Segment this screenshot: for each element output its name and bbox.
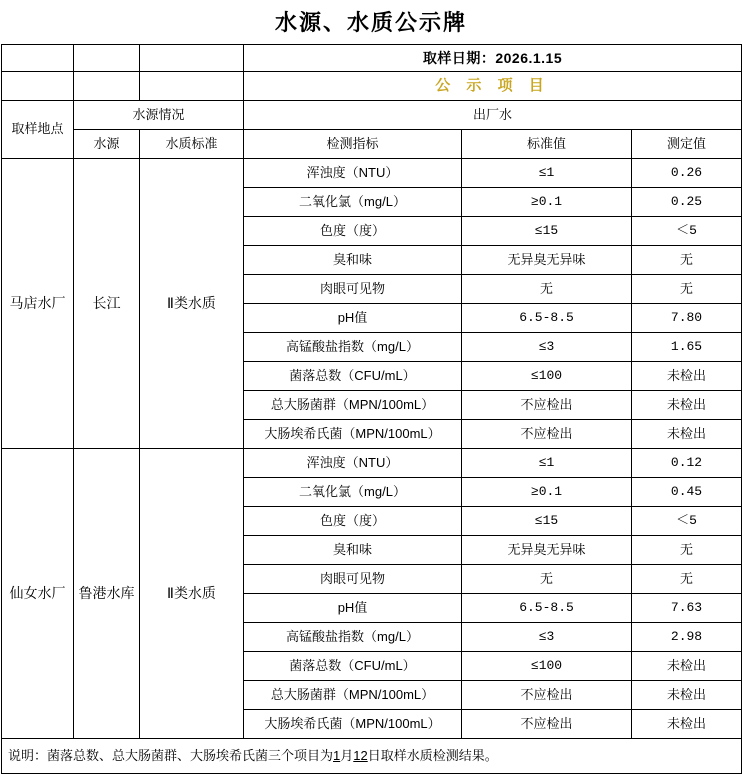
page-title: 水源、水质公示牌 [274, 10, 467, 36]
standard-value: ≤1 [462, 449, 632, 478]
standard-value: 6.5-8.5 [462, 594, 632, 623]
sampling-date: 取样日期：2026.1.15 [244, 45, 742, 72]
header-quality-standard: 水质标准 [140, 130, 244, 159]
measured-value: 0.45 [632, 478, 742, 507]
note-prefix: 说明：菌落总数、总大肠菌群、大肠埃希氏菌三个项目为 [8, 747, 334, 763]
note-month-suffix: 月 [340, 747, 354, 763]
water-quality-table [1, 44, 742, 774]
plant-source: 长江 [74, 159, 140, 449]
note-cell [2, 739, 742, 774]
section-blank-2 [74, 72, 140, 101]
standard-value: ≤15 [462, 217, 632, 246]
measured-value: 2.98 [632, 623, 742, 652]
measured-value: 无 [632, 275, 742, 304]
header-standard-value: 标准值 [462, 130, 632, 159]
standard-value: ≥0.1 [462, 478, 632, 507]
index-name: 二氧化氯（mg/L） [244, 478, 462, 507]
standard-value: 无异臭无异味 [462, 246, 632, 275]
standard-value: 不应检出 [462, 420, 632, 449]
index-name: 高锰酸盐指数（mg/L） [244, 333, 462, 362]
table-row [2, 449, 742, 478]
date-blank-3 [140, 45, 244, 72]
date-blank-2 [74, 45, 140, 72]
measured-value: ＜5 [632, 217, 742, 246]
standard-value: 不应检出 [462, 391, 632, 420]
index-name: 菌落总数（CFU/mL） [244, 362, 462, 391]
standard-value: ≥0.1 [462, 188, 632, 217]
section-title-row [2, 72, 742, 101]
header-group-row [2, 101, 742, 130]
standard-value: 不应检出 [462, 710, 632, 739]
measured-value: 无 [632, 565, 742, 594]
index-name: 总大肠菌群（MPN/100mL） [244, 681, 462, 710]
standard-value: ≤100 [462, 652, 632, 681]
index-name: 浑浊度（NTU） [244, 159, 462, 188]
index-name: 高锰酸盐指数（mg/L） [244, 623, 462, 652]
header-water-source-group: 水源情况 [74, 101, 244, 130]
standard-value: ≤1 [462, 159, 632, 188]
standard-value: 无异臭无异味 [462, 536, 632, 565]
index-name: 色度（度） [244, 217, 462, 246]
index-name: 大肠埃希氏菌（MPN/100mL） [244, 710, 462, 739]
standard-value: ≤15 [462, 507, 632, 536]
index-name: 肉眼可见物 [244, 565, 462, 594]
index-name: 臭和味 [244, 246, 462, 275]
note-month: 1 [333, 747, 341, 763]
index-name: 臭和味 [244, 536, 462, 565]
standard-value: 6.5-8.5 [462, 304, 632, 333]
measured-value: 未检出 [632, 652, 742, 681]
measured-value: 未检出 [632, 391, 742, 420]
measured-value: 0.25 [632, 188, 742, 217]
index-name: pH值 [244, 304, 462, 333]
date-blank-1 [2, 45, 74, 72]
standard-value: 无 [462, 275, 632, 304]
index-name: 浑浊度（NTU） [244, 449, 462, 478]
index-name: 肉眼可见物 [244, 275, 462, 304]
measured-value: 未检出 [632, 420, 742, 449]
measured-value: 未检出 [632, 681, 742, 710]
plant-source: 鲁港水库 [74, 449, 140, 739]
measured-value: 0.12 [632, 449, 742, 478]
note-day-suffix: 日取样水质检测结果。 [367, 747, 498, 763]
index-name: 二氧化氯（mg/L） [244, 188, 462, 217]
table-row [2, 159, 742, 188]
index-name: 大肠埃希氏菌（MPN/100mL） [244, 420, 462, 449]
note-day: 12 [353, 747, 368, 763]
measured-value: 未检出 [632, 362, 742, 391]
measured-value: 7.80 [632, 304, 742, 333]
standard-value: ≤3 [462, 623, 632, 652]
section-blank-3 [140, 72, 244, 101]
plant-standard: Ⅱ类水质 [140, 159, 244, 449]
index-name: 菌落总数（CFU/mL） [244, 652, 462, 681]
measured-value: 无 [632, 246, 742, 275]
measured-value: 7.63 [632, 594, 742, 623]
measured-value: ＜5 [632, 507, 742, 536]
plant-name: 马店水厂 [2, 159, 74, 449]
section-blank-1 [2, 72, 74, 101]
standard-value: ≤100 [462, 362, 632, 391]
measured-value: 无 [632, 536, 742, 565]
standard-value: 无 [462, 565, 632, 594]
header-row [2, 130, 742, 159]
measured-value: 1.65 [632, 333, 742, 362]
date-row [2, 45, 742, 72]
section-title: 公 示 项 目 [244, 72, 742, 101]
measured-value: 未检出 [632, 710, 742, 739]
plant-standard: Ⅱ类水质 [140, 449, 244, 739]
index-name: pH值 [244, 594, 462, 623]
standard-value: ≤3 [462, 333, 632, 362]
standard-value: 不应检出 [462, 681, 632, 710]
header-location: 取样地点 [2, 101, 74, 159]
header-source: 水源 [74, 130, 140, 159]
note-row [2, 739, 742, 774]
index-name: 色度（度） [244, 507, 462, 536]
header-index: 检测指标 [244, 130, 462, 159]
header-measured-value: 测定值 [632, 130, 742, 159]
header-outlet-group: 出厂水 [244, 101, 742, 130]
index-name: 总大肠菌群（MPN/100mL） [244, 391, 462, 420]
measured-value: 0.26 [632, 159, 742, 188]
plant-name: 仙女水厂 [2, 449, 74, 739]
